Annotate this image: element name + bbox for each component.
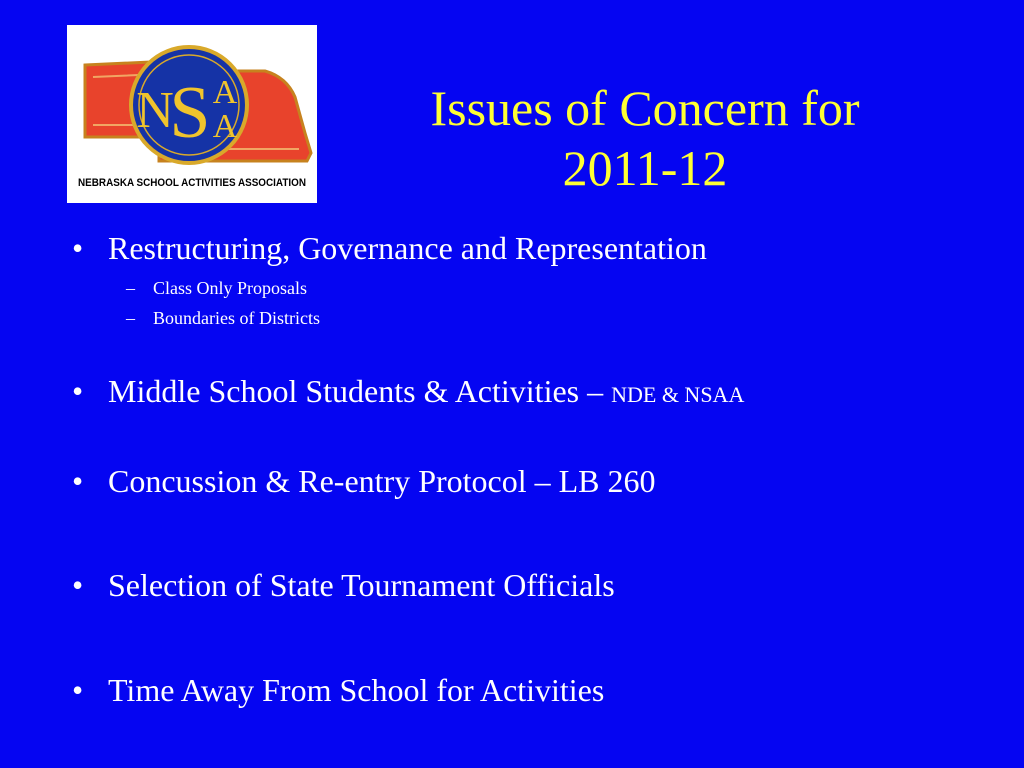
logo-letter-a-top: A xyxy=(212,74,238,111)
bullet-marker: • xyxy=(72,373,84,409)
title-line-2: 2011-12 xyxy=(562,140,728,196)
bullet-marker: • xyxy=(72,230,84,266)
bullet-text: Middle School Students & Activities – xyxy=(108,373,612,409)
bullet-suffix: NDE & NSAA xyxy=(611,382,745,407)
bullet-text: Concussion & Re-entry Protocol – LB 260 xyxy=(108,463,656,499)
sub-bullet-marker: – xyxy=(126,278,135,298)
sub-bullet-text: Boundaries of Districts xyxy=(153,308,320,328)
bullet-text: Time Away From School for Activities xyxy=(108,672,605,708)
logo-letter-s: S xyxy=(169,72,211,154)
sub-bullet-text: Class Only Proposals xyxy=(153,278,308,298)
logo-caption: NEBRASKA SCHOOL ACTIVITIES ASSOCIATION xyxy=(78,177,307,189)
logo-letter-a-bottom: A xyxy=(212,108,238,145)
title-line-1: Issues of Concern for xyxy=(430,80,860,136)
bullet-marker: • xyxy=(72,567,84,603)
bullet-marker: • xyxy=(72,672,84,708)
bullet-text: Restructuring, Governance and Representation xyxy=(108,230,707,266)
bullet-text: Selection of State Tournament Officials xyxy=(108,567,615,603)
bullet-marker: • xyxy=(72,463,84,499)
bullet-text-group xyxy=(108,372,744,414)
sub-bullet-marker: – xyxy=(126,308,135,328)
logo-letter-n: N xyxy=(136,82,174,139)
